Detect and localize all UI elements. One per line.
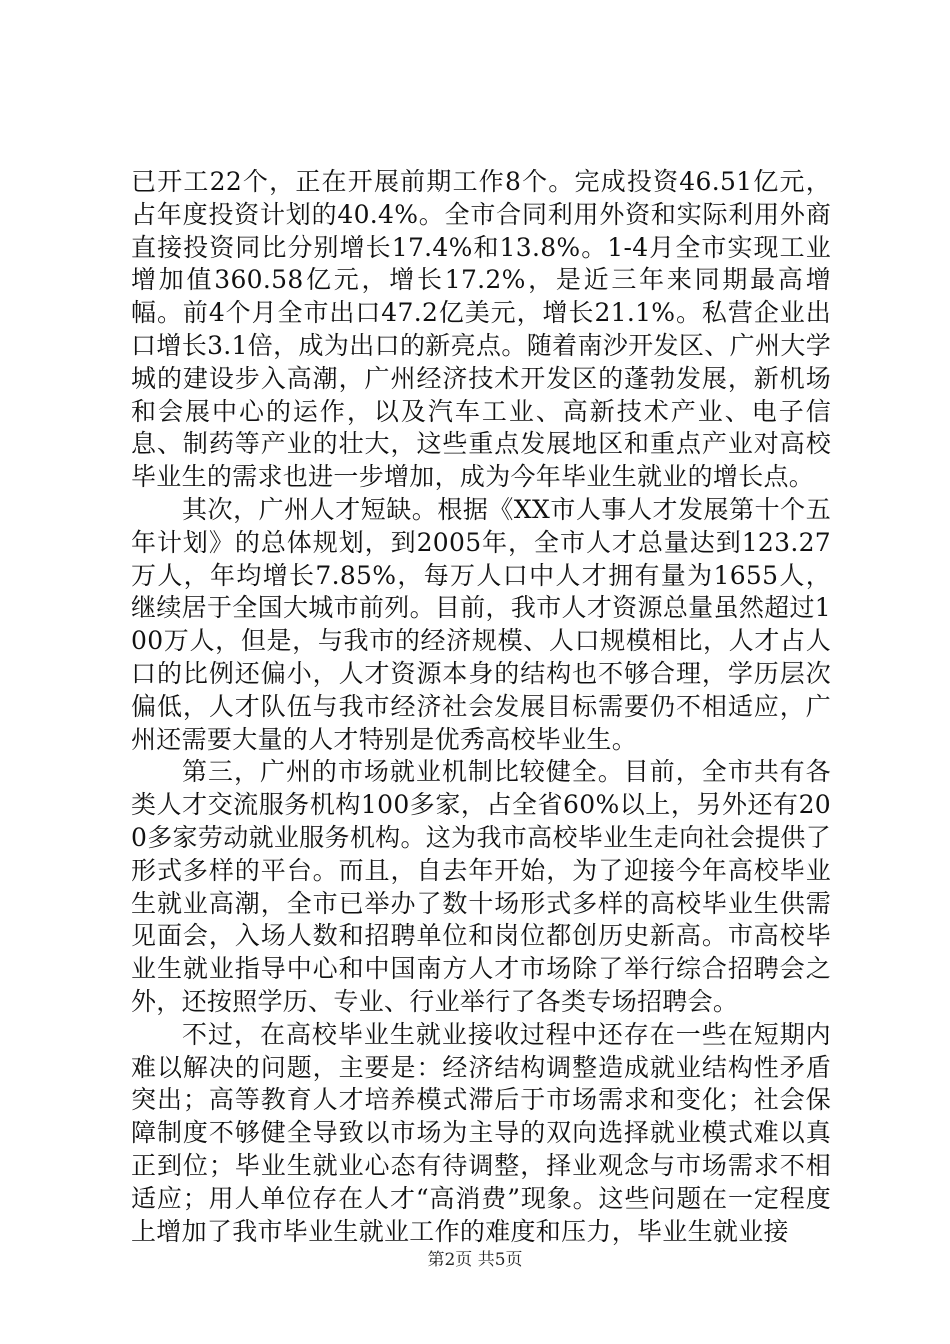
paragraph-1: 已开工22个，正在开展前期工作8个。完成投资46.51亿元，占年度投资计划的40.4%。全市合同利用外资和实际利用外商直接投资同比分别增长17.4%和13.8%。1-4月全市实现工业增加值360.58亿元，增长17.2%，是近三年来同期最高增幅。前4个月全市出口47.2亿美元，增长21.1%。私营企业出口增长3.1倍，成为出口的新亮点。随着南沙开发区、广州大学城的建设步入高潮，广州经济技术开发区的蓬勃发展，新机场和会展中心的运作，以及汽车工业、高新技术产业、电子信息、制药等产业的壮大，这些重点发展地区和重点产业对高校毕业生的需求也进一步增加，成为今年毕业生就业的增长点。 — [131, 167, 831, 492]
document-body — [131, 166, 831, 1248]
page-number-footer: 第2页 共5页 — [427, 1250, 523, 1270]
paragraph-2: 其次，广州人才短缺。根据《XX市人事人才发展第十个五年计划》的总体规划，到2005年，全市人才总量达到123.27万人，年均增长7.85%，每万人口中人才拥有量为1655人，继续居于全国大城市前列。目前，我市人才资源总量虽然超过100万人，但是，与我市的经济规模、人口规模相比，人才占人口的比例还偏小，人才资源本身的结构也不够合理，学历层次偏低，人才队伍与我市经济社会发展目标需要仍不相适应，广州还需要大量的人才特别是优秀高校毕业生。 — [131, 494, 831, 754]
paragraph-4: 不过，在高校毕业生就业接收过程中还存在一些在短期内难以解决的问题，主要是：经济结构调整造成就业结构性矛盾突出；高等教育人才培养模式滞后于市场需求和变化；社会保障制度不够健全导致以市场为主导的双向选择就业模式难以真正到位；毕业生就业心态有待调整，择业观念与市场需求不相适应；用人单位存在人才“高消费”现象。这些问题在一定程度上增加了我市毕业生就业工作的难度和压力，毕业生就业接 — [131, 1019, 831, 1246]
paragraph-3: 第三，广州的市场就业机制比较健全。目前，全市共有各类人才交流服务机构100多家，占全省60%以上，另外还有200多家劳动就业服务机构。这为我市高校毕业生走向社会提供了形式多样的平台。而且，自去年开始，为了迎接今年高校毕业生就业高潮，全市已举办了数十场形式多样的高校毕业生供需见面会，入场人数和招聘单位和岗位都创历史新高。市高校毕业生就业指导中心和中国南方人才市场除了举行综合招聘会之外，还按照学历、专业、行业举行了各类专场招聘会。 — [131, 757, 831, 1016]
